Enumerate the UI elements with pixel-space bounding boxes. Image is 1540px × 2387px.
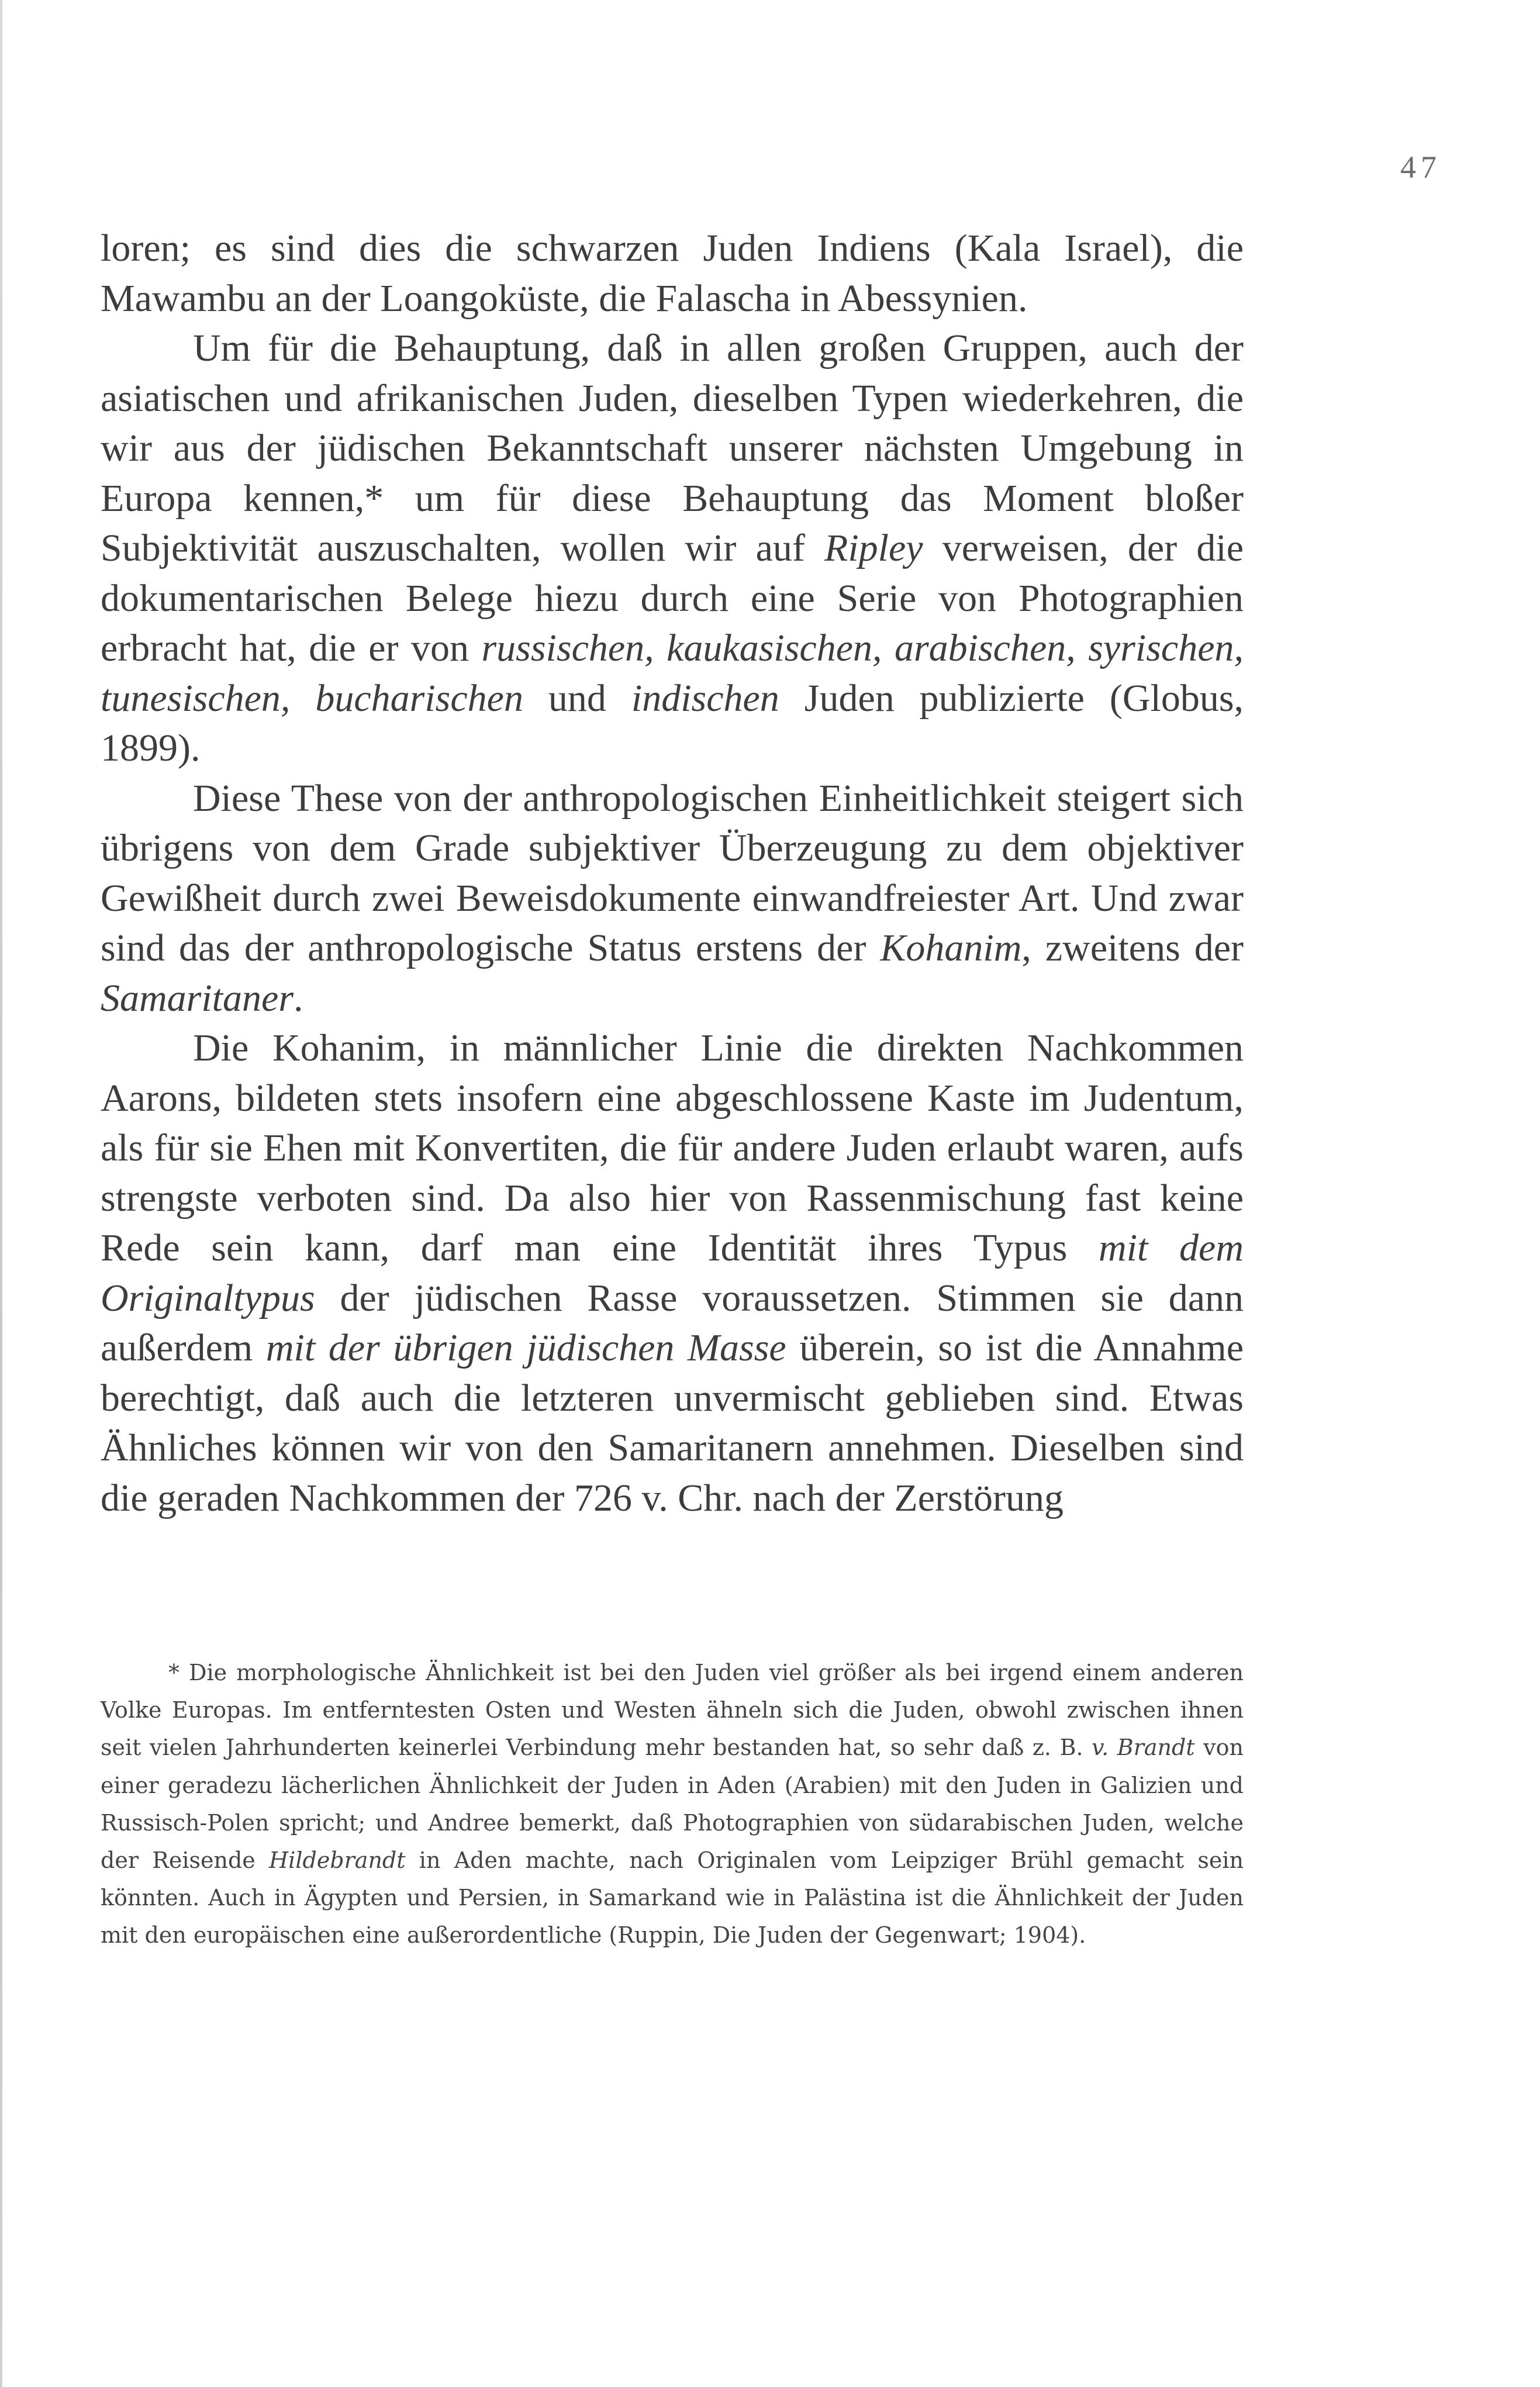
term-samaritaner: Samaritaner	[101, 976, 294, 1020]
phrase-originaltypus: mit dem Originaltypus	[101, 1227, 1244, 1319]
main-text	[101, 223, 1244, 1523]
paragraph-3-text-b: , zweitens der	[1021, 927, 1244, 969]
footnote-paragraph	[101, 1654, 1244, 1954]
paragraph-2-text-c: und	[523, 676, 631, 720]
footnote	[101, 1654, 1244, 1954]
paragraph-4-text-b: der jüdischen Rasse voraussetzen. Stimmen sie dann außerdem	[101, 1276, 1244, 1369]
paragraph-1	[101, 223, 1244, 323]
paragraph-2-text-b: verweisen, der die dokumentarischen Belege hiezu durch eine Serie von Photographien erbracht hat, die er von	[101, 527, 1244, 669]
paragraph-4	[101, 1023, 1244, 1523]
paragraph-3-text-a: Diese These von der anthropologischen Einheitlichkeit steigert sich übrigens von dem Grade subjektiver Überzeugung zu dem objektiver Gewißheit durch zwei Beweisdokumente einwandfreiester Art. Und zwar sind das der anthropologische Status erstens der	[101, 776, 1244, 969]
page-binding-edge	[0, 0, 2, 2387]
footnote-text-c: in Aden machte, nach Originalen vom Leipziger Brühl gemacht sein könnten. Auch in Ägypten und Persien, in Samarkand wie in Palästina ist die Ähnlichkeit der Juden mit den europäischen eine außerordentliche (Ruppin, Die Juden der Gegenwart; 1904).	[101, 1847, 1244, 1949]
paragraph-4-text-a: Die Kohanim, in männlicher Linie die direkten Nachkommen Aarons, bildeten stets insofern eine abgeschlossene Kaste im Judentum, als für sie Ehen mit Konvertiten, die für andere Juden erlaubt waren, aufs strengste verboten sind. Da also hier von Rassenmischung fast keine Rede sein kann, darf man eine Identität ihres Typus	[101, 1027, 1244, 1269]
paragraph-4-text-c: überein, so ist die Annahme berechtigt, daß auch die letzteren unvermischt geblieben sind. Etwas Ähnliches können wir von den Samaritanern annehmen. Dieselben sind die geraden Nachkommen der 726 v. Chr. nach der Zerstörung	[101, 1327, 1244, 1519]
paragraph-2	[101, 323, 1244, 773]
paragraph-3-text-c: .	[294, 976, 303, 1020]
phrase-juedische-masse: mit der übrigen jüdischen Masse	[265, 1327, 786, 1369]
term-kohanim: Kohanim	[880, 927, 1022, 969]
ethnic-groups-list: russischen, kaukasischen, arabischen, syrischen, tunesischen, bucharischen	[101, 627, 1244, 720]
footnote-text-b: von einer geradezu lächerlichen Ähnlichkeit der Juden in Aden (Arabien) mit den Juden in Galizien und Russisch-Polen spricht; und Andree bemerkt, daß Photographien von südarabischen Juden, welche der Reisende	[101, 1735, 1244, 1874]
author-brandt: v. Brandt	[1092, 1735, 1195, 1761]
footnote-text-a: * Die morphologische Ähnlichkeit ist bei den Juden viel größer als bei irgend einem anderen Volke Europas. Im entferntesten Osten und Westen ähneln sich die Juden, obwohl zwischen ihnen seit vielen Jahrhunderten keinerlei Verbindung mehr bestanden hat, so sehr daß z. B.	[101, 1660, 1244, 1761]
paragraph-1-text: loren; es sind dies die schwarzen Juden Indiens (Kala Israel), die Mawambu an der Loangoküste, die Falascha in Abessynien.	[101, 227, 1244, 320]
paragraph-2-text-a: Um für die Behauptung, daß in allen großen Gruppen, auch der asiatischen und afrikanischen Juden, dieselben Typen wiederkehren, die wir aus der jüdischen Bekanntschaft unserer nächsten Umgebung in Europa kennen,* um für diese Behauptung das Moment bloßer Subjektivität auszuschalten, wollen wir auf	[101, 327, 1244, 569]
paragraph-3	[101, 773, 1244, 1024]
author-hildebrandt: Hildebrandt	[269, 1847, 406, 1874]
author-ripley: Ripley	[824, 527, 923, 569]
page-number: 47	[1400, 150, 1441, 185]
paragraph-2-text-d: Juden publizierte (Globus, 1899).	[101, 676, 1244, 769]
indian-jews: indischen	[631, 676, 779, 720]
